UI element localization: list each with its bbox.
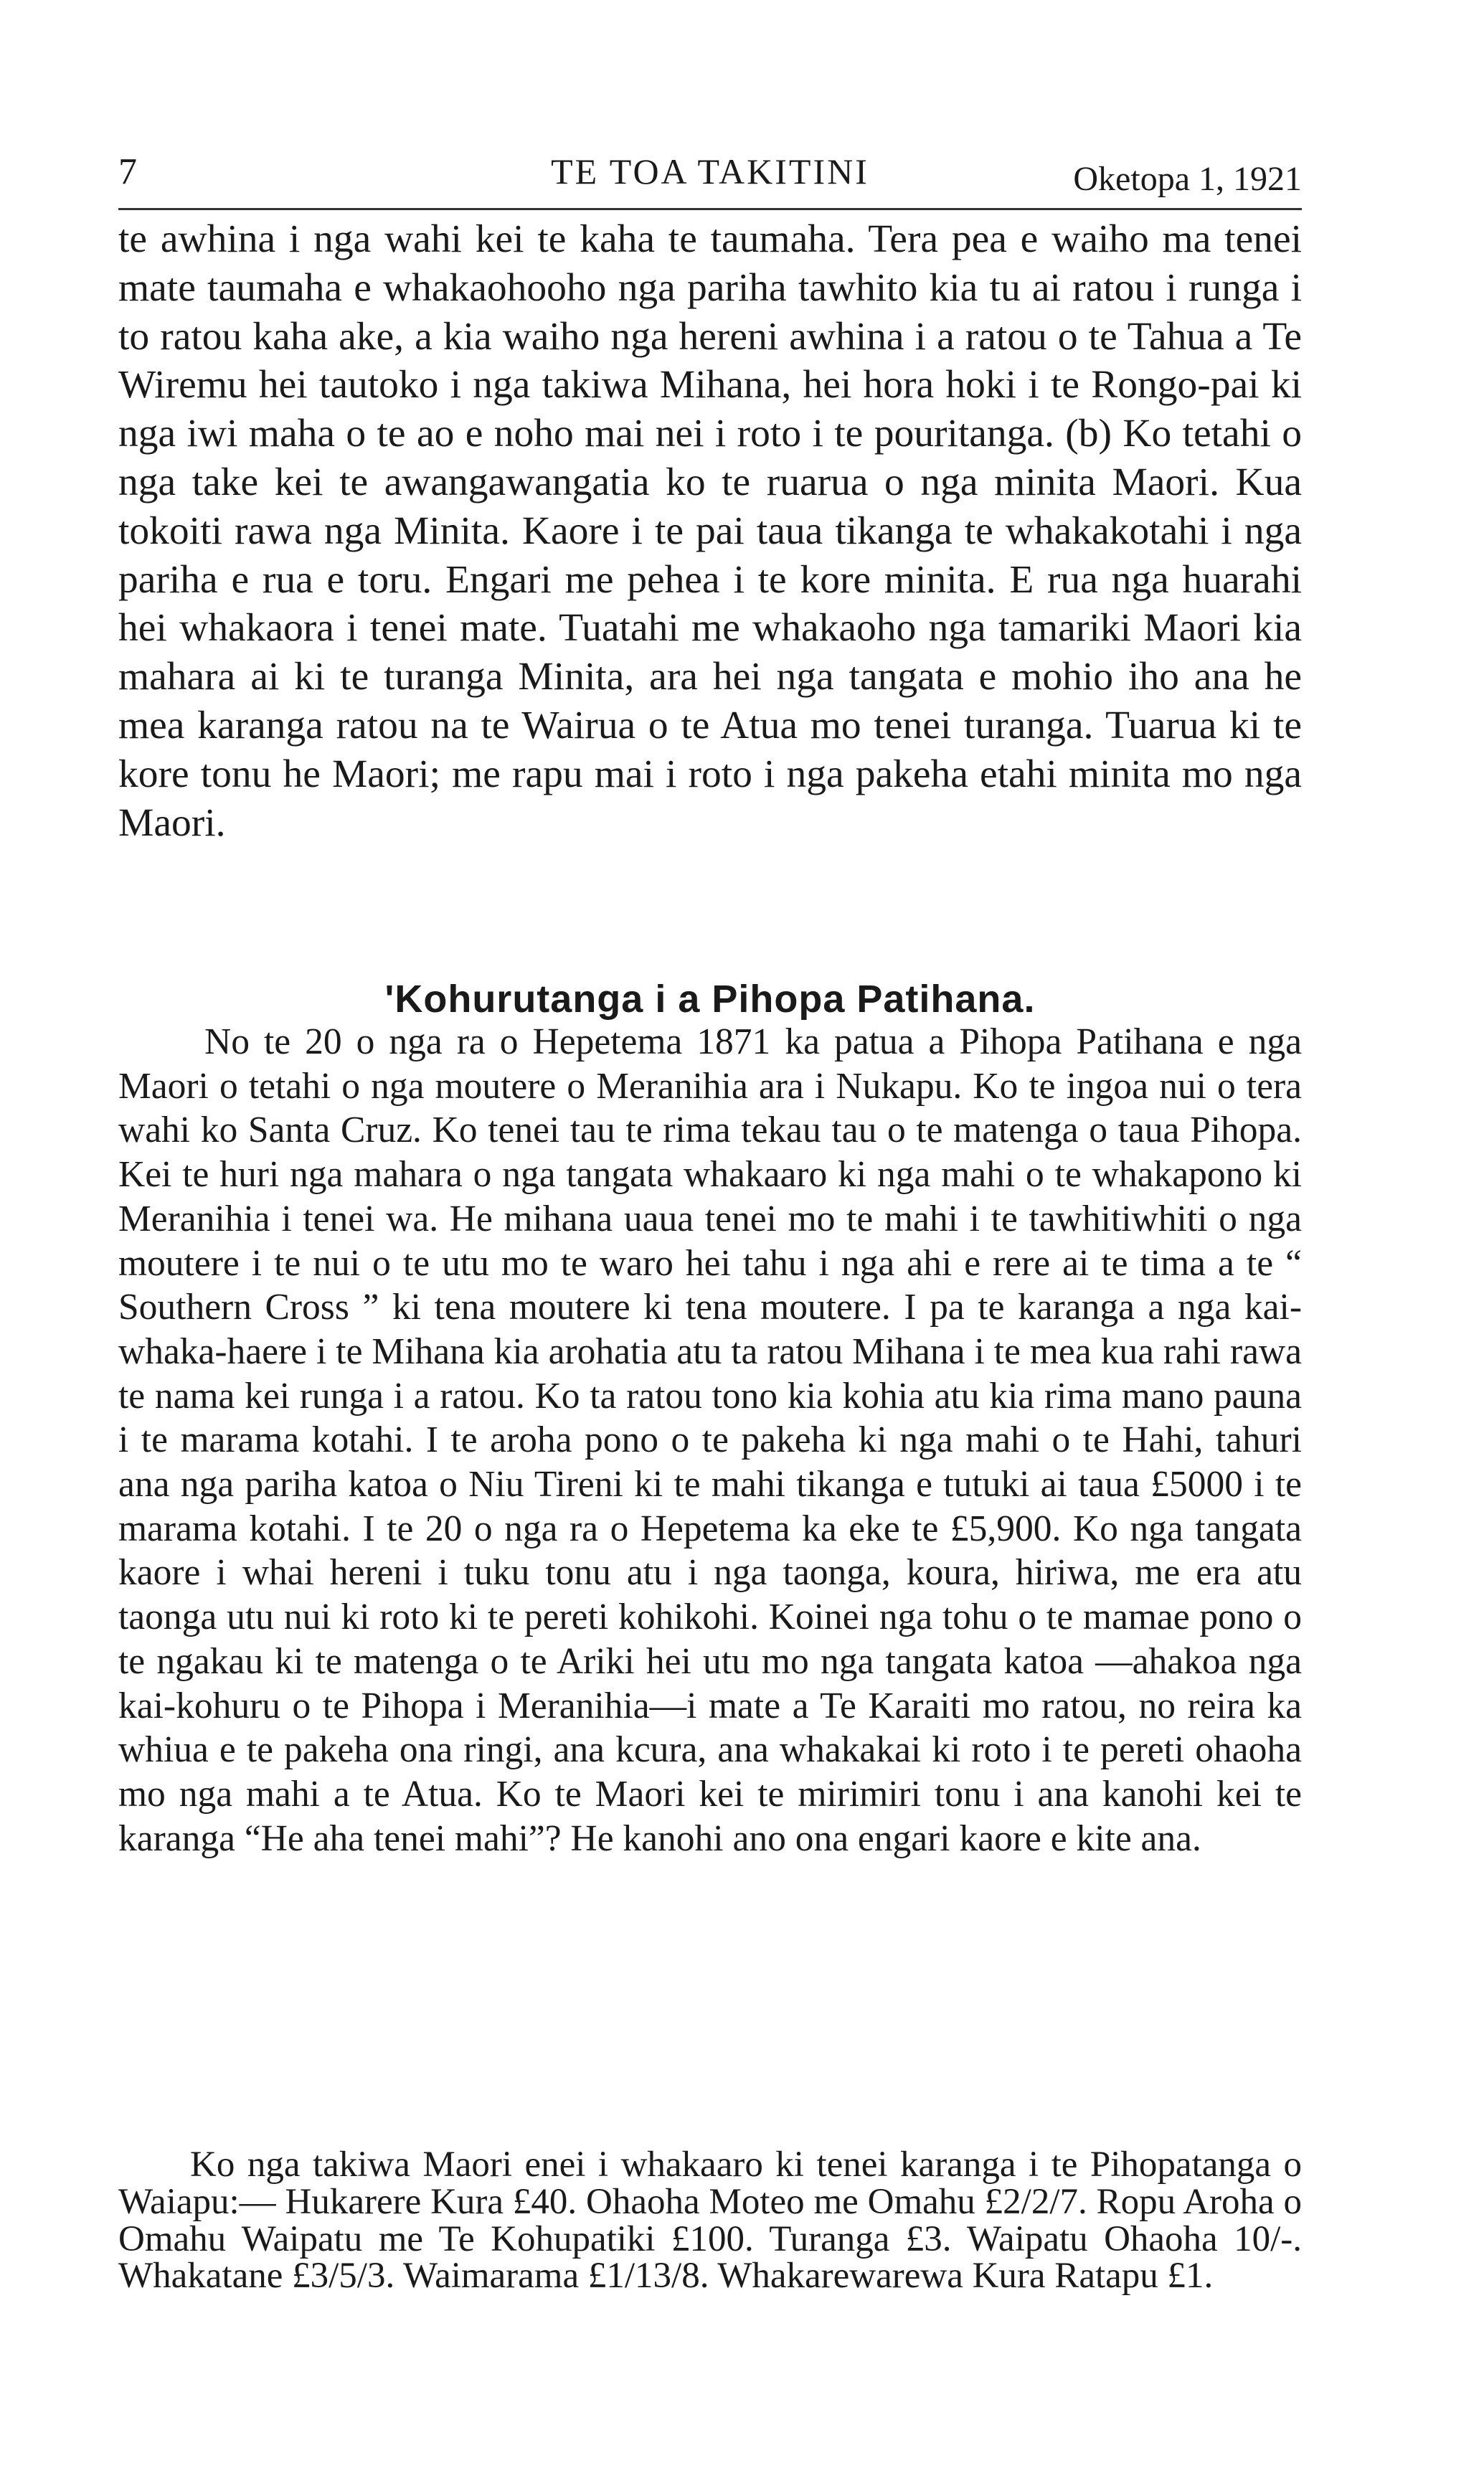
paragraph-bishop-patteson: No te 20 o nga ra o Hepetema 1871 ka patua a Pihopa Patihana e nga Maori o tetahi o nga moutere o Meranihia ara i Nukapu. Ko te ingoa nui o tera wahi ko Santa Cruz. Ko tenei tau te rima tekau tau o te matenga o taua Pihopa. Kei te huri nga mahara o nga tangata whakaaro ki nga mahi o te whakapono ki Meranihia i tenei wa. He mihana uaua tenei mo te mahi i te tawhitiwhiti o nga moutere i te nui o te utu mo te waro hei tahu i nga ahi e rere ai te tima a te “ Southern Cross ” ki tena moutere ki tena moutere. I pa te karanga a nga kai-whaka-haere i te Mihana kia arohatia atu ta ratou Mihana i te mea kua rahi rawa te nama kei runga i a ratou. Ko ta ratou tono kia kohia atu kia rima mano pauna i te marama kotahi. I te aroha pono o te pakeha ki nga mahi o te Hahi, tahuri ana nga pariha katoa o Niu Tireni ki te mahi tikanga e tutuki ai taua £5000 i te marama kotahi. I te 20 o nga ra o Hepetema ka eke te £5,900. Ko nga tangata kaore i whai hereni i tuku tonu atu i nga taonga, koura, hiriwa, me era atu taonga utu nui ki roto ki te pereti kohikohi. Koinei nga tohu o te mamae pono o te ngakau ki te matenga o te Ariki hei utu mo nga tangata katoa —ahakoa nga kai-kohuru o te Pihopa i Meranihia—i mate a Te Karaiti mo ratou, no reira ka whiua e te pakeha ona ringi, ana kcura, ana whakakai ki roto i te pereti ohaoha mo nga mahi a te Atua. Ko te Maori kei te mirimiri tonu i ana kanohi kei te karanga “He aha tenei mahi”? He kanohi ano ona engari kaore e kite ana. (118, 1021, 1302, 1859)
paragraph-contributions: Ko nga takiwa Maori enei i whakaaro ki tenei karanga i te Pihopatanga o Waiapu:— Hukarere Kura £40. Ohaoha Moteo me Omahu £2/2/7. Ropu Aroha o Omahu Waipatu me Te Kohupatiki £100. Turanga £3. Waipatu Ohaoha 10/-. Whakatane £3/5/3. Waimarama £1/13/8. Whakarewarewa Kura Ratapu £1. (118, 2145, 1302, 2297)
section-heading: 'Kohurutanga i a Pihopa Patihana. (384, 978, 1036, 1021)
issue-date: Oketopa 1, 1921 (1073, 160, 1302, 198)
publication-title: TE TOA TAKITINI (551, 151, 869, 192)
page-number: 7 (118, 151, 137, 192)
running-header (118, 143, 1302, 210)
paragraph-continued: te awhina i nga wahi kei te kaha te taumaha. Tera pea e waiho ma tenei mate taumaha e whakaohooho nga pariha tawhito kia tu ai ratou i runga i to ratou kaha ake, a kia waiho nga hereni awhina i a ratou o te Tahua a Te Wiremu hei tautoko i nga takiwa Mihana, hei hora hoki i te Rongo-pai ki nga iwi maha o te ao e noho mai nei i roto i te pouritanga. (b) Ko tetahi o nga take kei te awangawangatia ko te ruarua o nga minita Maori. Kua tokoiti rawa nga Minita. Kaore i te pai taua tikanga te whakakotahi i nga pariha e rua e toru. Engari me pehea i te kore minita. E rua nga huarahi hei whakaora i tenei mate. Tuatahi me whakaoho nga tamariki Maori kia mahara ai ki te turanga Minita, ara hei nga tangata e mohio iho ana he mea karanga ratou na te Wairua o te Atua mo tenei turanga. Tuarua ki te kore tonu he Maori; me rapu mai i roto i nga pakeha etahi minita mo nga Maori. (118, 217, 1302, 845)
